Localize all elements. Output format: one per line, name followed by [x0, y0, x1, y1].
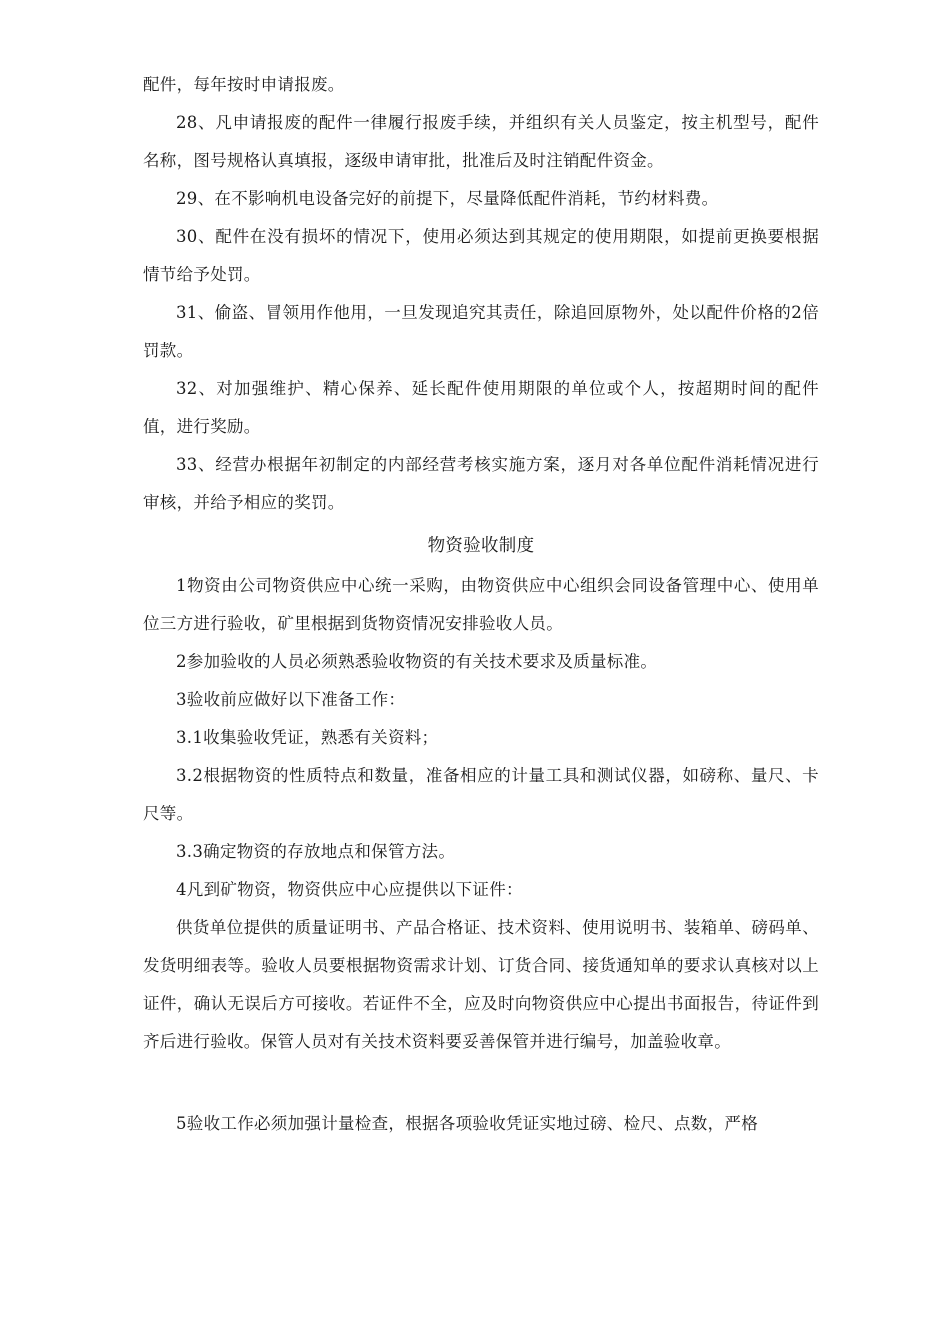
document-body	[143, 66, 819, 1143]
section-title: 物资验收制度	[427, 536, 535, 556]
paragraph-item-4: 4凡到矿物资，物资供应中心应提供以下证件：	[176, 880, 523, 899]
paragraph-item-5: 5验收工作必须加强计量检查，根据各项验收凭证实地过磅、检尺、点数，严格	[176, 1114, 758, 1133]
paragraph-item-1: 1物资由公司物资供应中心统一采购，由物资供应中心组织会同设备管理中心、使用单位三方进行验收，矿里根据到货物资情况安排验收人员。	[143, 576, 819, 633]
paragraph-item-32: 32、对加强维护、精心保养、延长配件使用期限的单位或个人，按超期时间的配件值，进行奖励。	[143, 379, 819, 436]
paragraph-item-2: 2参加验收的人员必须熟悉验收物资的有关技术要求及质量标准。	[176, 652, 658, 671]
paragraph-item-3-3: 3.3确定物资的存放地点和保管方法。	[176, 842, 456, 861]
paragraph-item-28: 28、凡申请报废的配件一律履行报废手续，并组织有关人员鉴定，按主机型号，配件名称，图号规格认真填报，逐级申请审批，批准后及时注销配件资金。	[143, 113, 819, 170]
paragraph-item-3: 3验收前应做好以下准备工作：	[176, 690, 406, 709]
paragraph-item-4-detail: 供货单位提供的质量证明书、产品合格证、技术资料、使用说明书、装箱单、磅码单、发货明细表等。验收人员要根据物资需求计划、订货合同、接货通知单的要求认真核对以上证件，确认无误后方可接收。若证件不全，应及时向物资供应中心提出书面报告，待证件到齐后进行验收。保管人员对有关技术资料要妥善保管并进行编号，加盖验收章。	[143, 918, 819, 1051]
paragraph-item-3-2: 3.2根据物资的性质特点和数量，准备相应的计量工具和测试仪器，如磅称、量尺、卡尺等。	[143, 766, 819, 823]
paragraph-continuation: 配件，每年按时申请报废。	[143, 75, 345, 94]
paragraph-spacer	[143, 1061, 819, 1105]
paragraph-item-29: 29、在不影响机电设备完好的前提下，尽量降低配件消耗，节约材料费。	[176, 189, 719, 208]
paragraph-item-30: 30、配件在没有损坏的情况下，使用必须达到其规定的使用期限，如提前更换要根据情节给予处罚。	[143, 227, 819, 284]
paragraph-item-33: 33、经营办根据年初制定的内部经营考核实施方案，逐月对各单位配件消耗情况进行审核，并给予相应的奖罚。	[143, 455, 819, 512]
paragraph-item-3-1: 3.1收集验收凭证，熟悉有关资料；	[176, 728, 439, 747]
paragraph-item-31: 31、偷盗、冒领用作他用，一旦发现追究其责任，除追回原物外，处以配件价格的2倍罚款。	[143, 303, 819, 360]
